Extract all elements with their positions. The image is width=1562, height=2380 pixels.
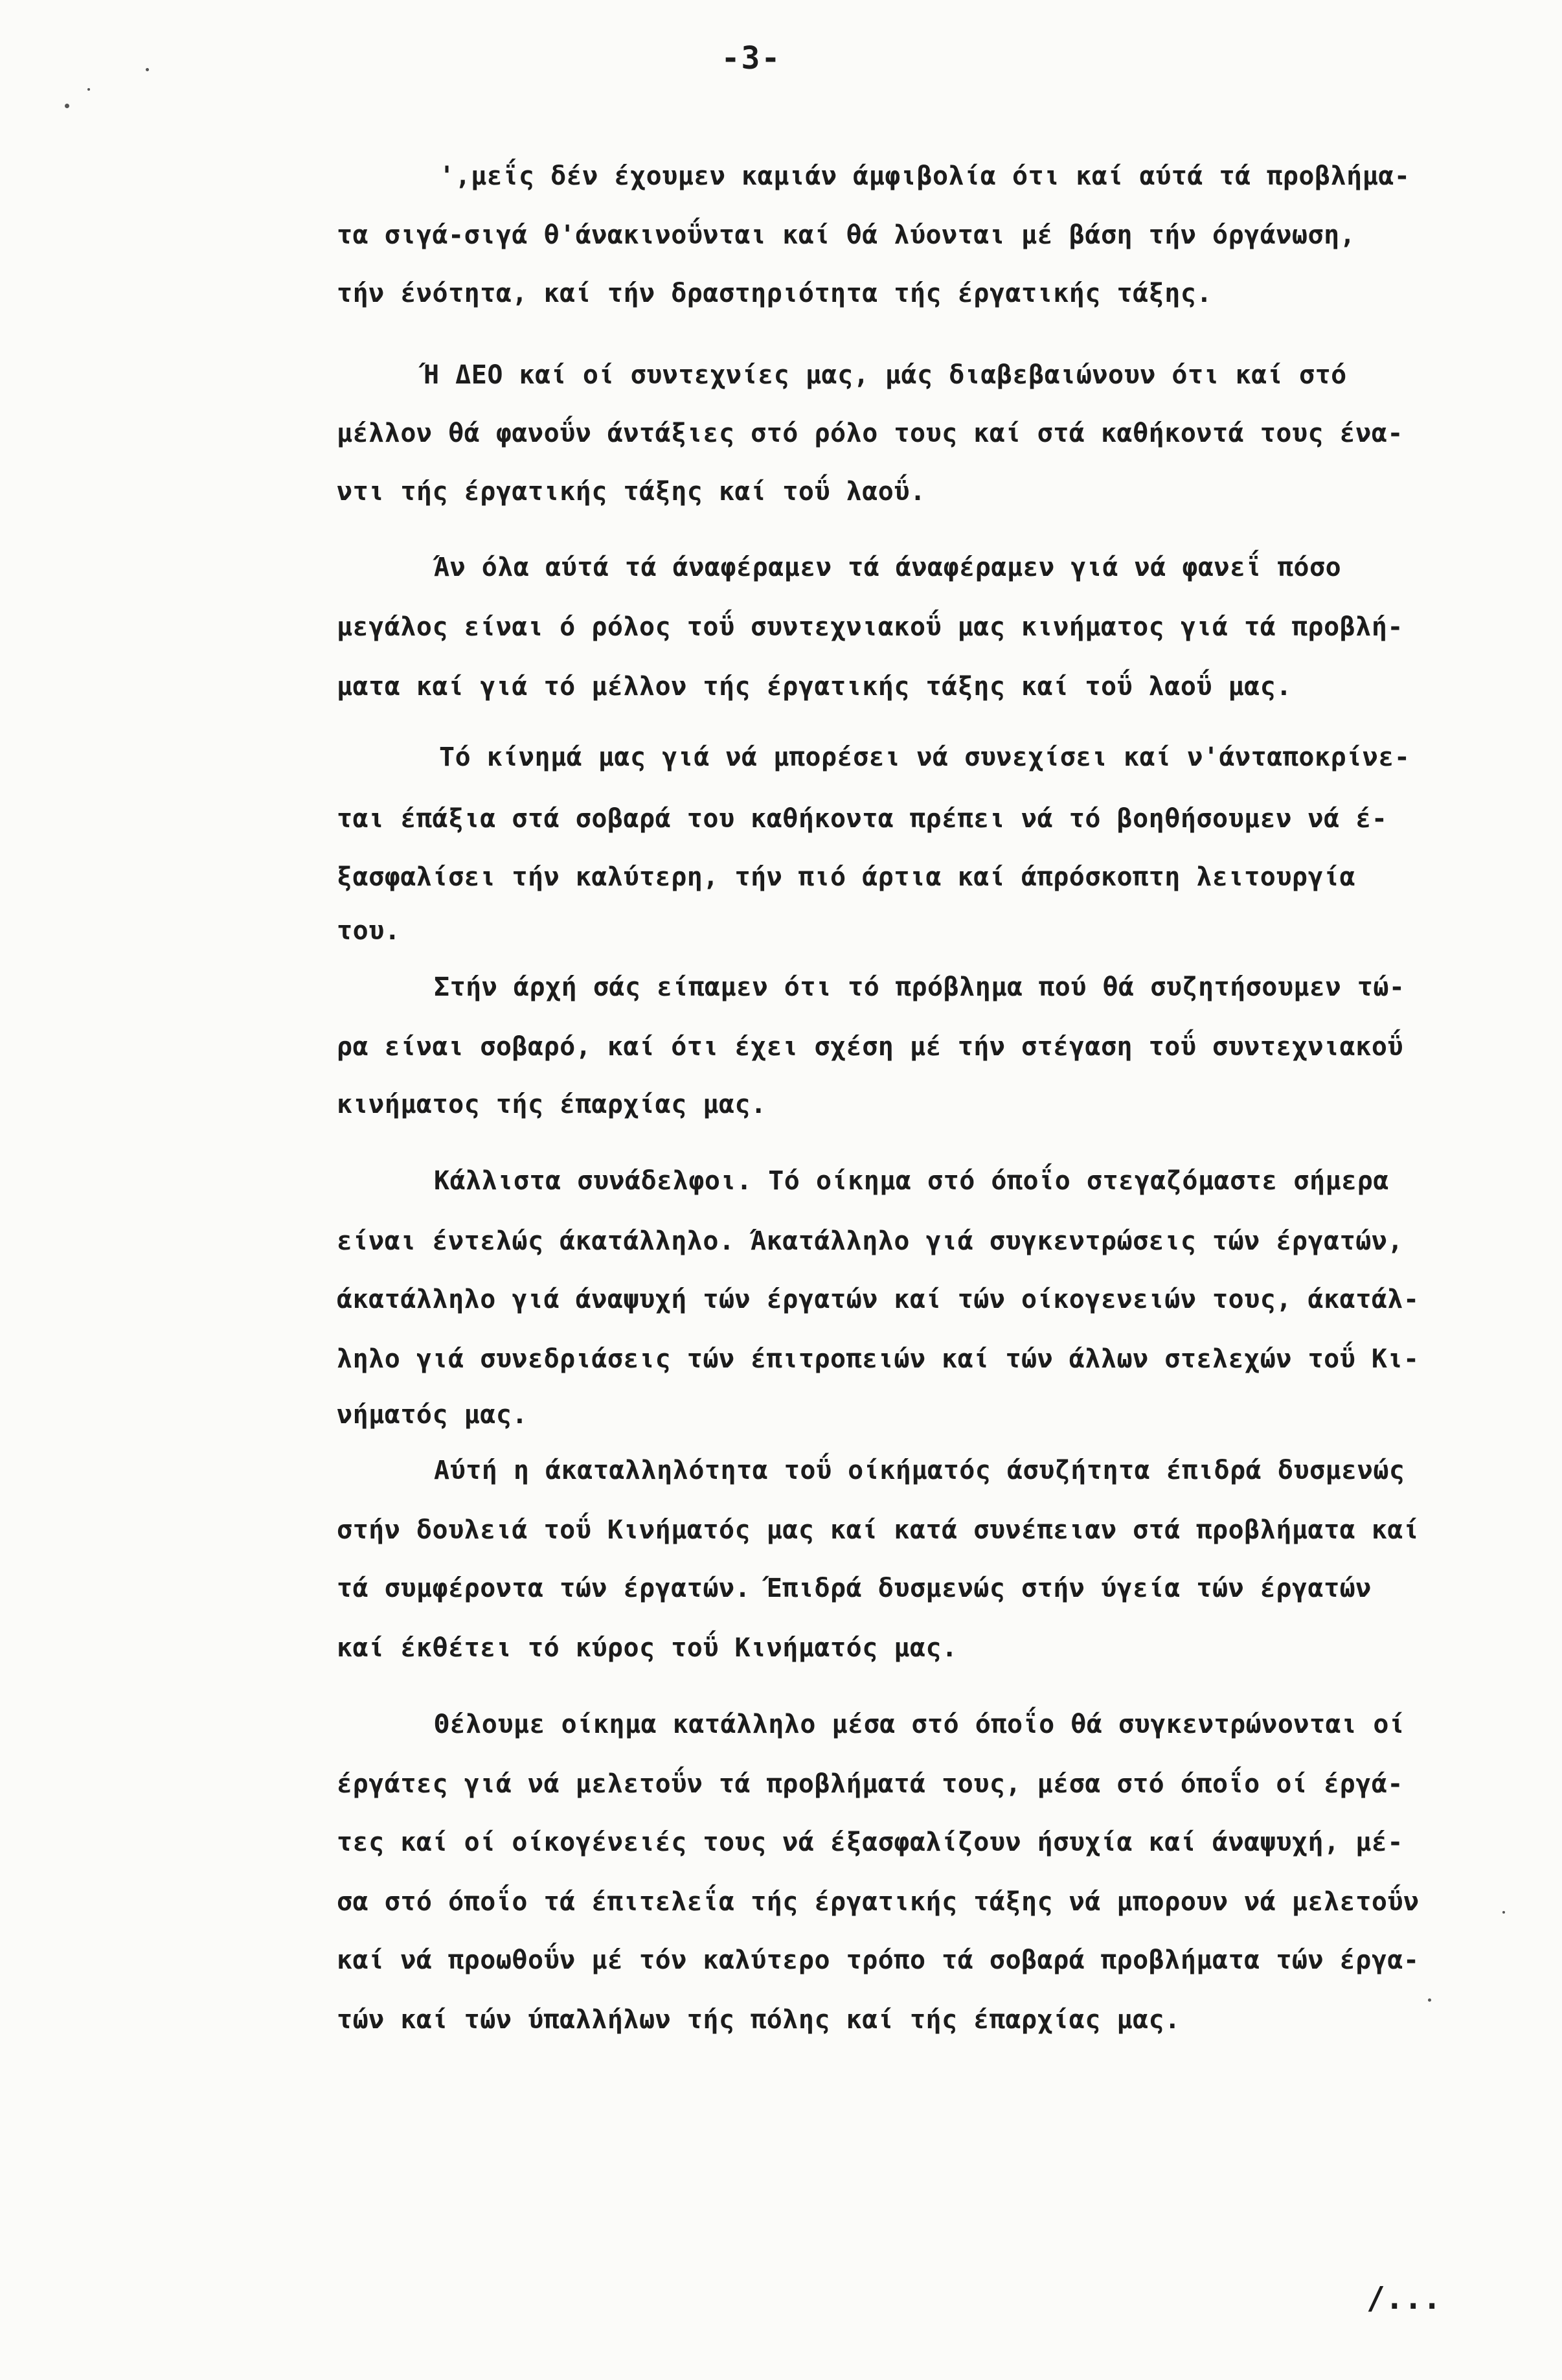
text-line: ρα είναι σοβαρό, καί ότι έχει σχέση μέ τήν στέγαση τοΰ συντεχνιακοΰ — [337, 1032, 1403, 1062]
text-line: σα στό όποΐο τά έπιτελεΐα τής έργατικής τάξης νά μπορουν νά μελετοΰν — [337, 1887, 1420, 1917]
text-line: Κάλλιστα συνάδελφοι. Τό οίκημα στό όποΐο στεγαζόμαστε σήμερα — [434, 1166, 1389, 1196]
text-line: Άν όλα αύτά τά άναφέραμεν τά άναφέραμεν γιά νά φανεΐ πόσο — [434, 553, 1342, 582]
text-line: κινήματος τής έπαρχίας μας. — [337, 1090, 767, 1119]
scan-speck — [1428, 1998, 1431, 2002]
page-number: -3- — [721, 40, 782, 76]
text-line: τα σιγά-σιγά θ'άνακινοΰνται καί θά λύονται μέ βάση τήν όργάνωση, — [337, 220, 1356, 250]
text-line: τά συμφέροντα τών έργατών. Έπιδρά δυσμενώς στήν ύγεία τών έργατών — [337, 1573, 1372, 1603]
scan-speck — [65, 104, 69, 108]
scan-speck — [87, 88, 90, 91]
text-line: ντι τής έργατικής τάξης καί τοΰ λαοΰ. — [337, 477, 926, 507]
text-line: καί έκθέτει τό κύρος τοΰ Κινήματός μας. — [337, 1633, 958, 1663]
text-line: άκατάλληλο γιά άναψυχή τών έργατών καί τών οίκογενειών τους, άκατάλ- — [337, 1285, 1420, 1314]
text-line: τήν ένότητα, καί τήν δραστηριότητα τής έργατικής τάξης. — [337, 279, 1213, 308]
scan-speck — [146, 68, 149, 71]
scan-speck — [1502, 1911, 1505, 1914]
text-line: ξασφαλίσει τήν καλύτερη, τήν πιό άρτια καί άπρόσκοπτη λειτουργία — [337, 862, 1356, 892]
text-line: Ή ΔΕΟ καί οί συντεχνίες μας, μάς διαβεβαιώνουν ότι καί στό — [424, 360, 1347, 390]
text-line: ληλο γιά συνεδριάσεις τών έπιτροπειών καί τών άλλων στελεχών τοΰ Κι- — [337, 1344, 1420, 1374]
text-line: τες καί οί οίκογένειές τους νά έξασφαλίζουν ήσυχία καί άναψυχή, μέ- — [337, 1827, 1403, 1857]
text-line: μεγάλος είναι ό ρόλος τοΰ συντεχνιακοΰ μας κινήματος γιά τά προβλή- — [337, 612, 1403, 642]
text-line: στήν δουλειά τοΰ Κινήματός μας καί κατά συνέπειαν στά προβλήματα καί — [337, 1515, 1420, 1545]
text-line: Αύτή η άκαταλληλότητα τοΰ οίκήματός άσυζήτητα έπιδρά δυσμενώς — [434, 1456, 1405, 1485]
text-line: τών καί τών ύπαλλήλων τής πόλης καί τής έπαρχίας μας. — [337, 2005, 1181, 2035]
text-line: Θέλουμε οίκημα κατάλληλο μέσα στό όποΐο θά συγκεντρώνονται οί — [434, 1710, 1405, 1739]
text-line: μέλλον θά φανοΰν άντάξιες στό ρόλο τους καί στά καθήκοντά τους ένα- — [337, 418, 1403, 448]
text-line: του. — [337, 916, 401, 946]
text-line: έργάτες γιά νά μελετοΰν τά προβλήματά τους, μέσα στό όποΐο οί έργά- — [337, 1769, 1403, 1799]
continuation-mark: /... — [1366, 2280, 1442, 2317]
text-line: ',μεΐς δέν έχουμεν καμιάν άμφιβολία ότι καί αύτά τά προβλήμα- — [439, 161, 1410, 191]
text-line: είναι έντελώς άκατάλληλο. Άκατάλληλο γιά συγκεντρώσεις τών έργατών, — [337, 1226, 1403, 1256]
text-line: Στήν άρχή σάς είπαμεν ότι τό πρόβλημα πού θά συζητήσουμεν τώ- — [434, 972, 1405, 1002]
text-line: νήματός μας. — [337, 1400, 528, 1430]
text-line: Τό κίνημά μας γιά νά μπορέσει νά συνεχίσει καί ν'άνταποκρίνε- — [439, 742, 1410, 772]
text-line: καί νά προωθοΰν μέ τόν καλύτερο τρόπο τά σοβαρά προβλήματα τών έργα- — [337, 1945, 1420, 1975]
text-line: ματα καί γιά τό μέλλον τής έργατικής τάξης καί τοΰ λαοΰ μας. — [337, 672, 1292, 702]
text-line: ται έπάξια στά σοβαρά του καθήκοντα πρέπει νά τό βοηθήσουμεν νά έ- — [337, 804, 1388, 834]
